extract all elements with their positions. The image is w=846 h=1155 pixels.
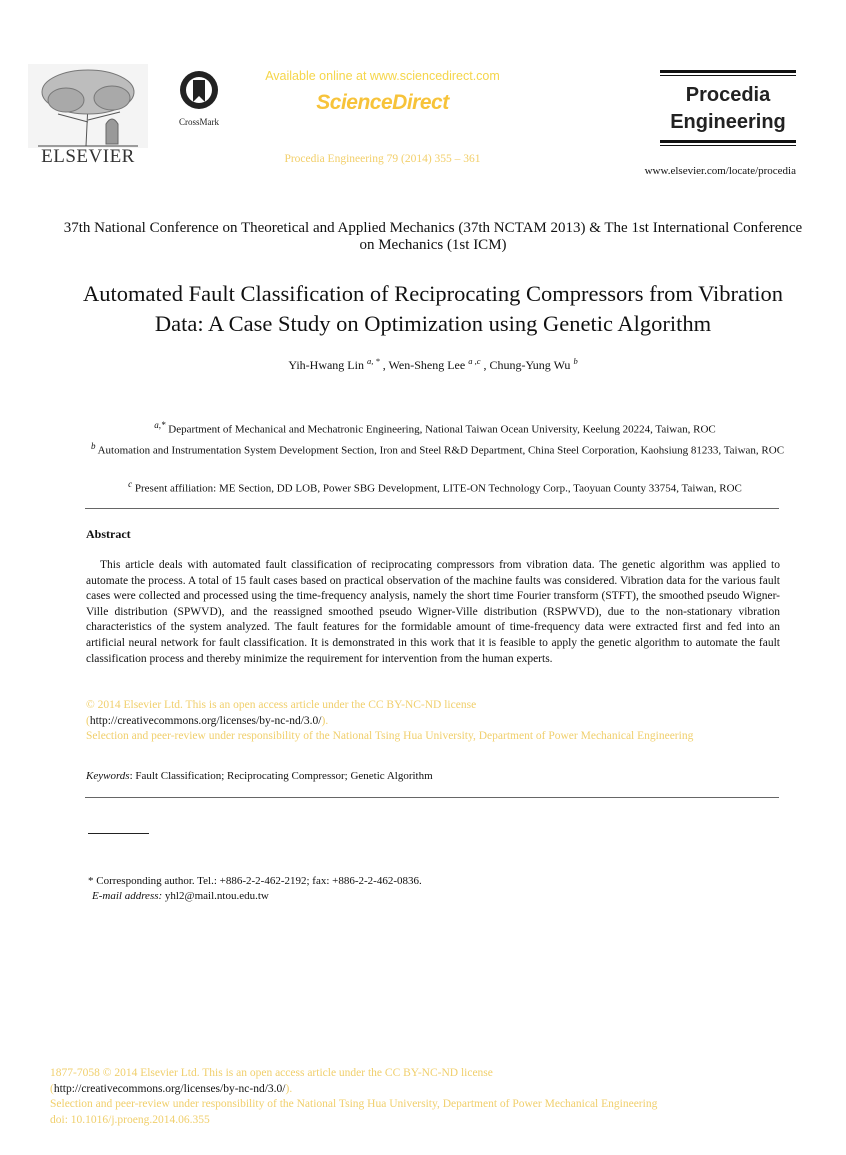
footnote <box>88 874 782 904</box>
journal-name: Procedia Engineering <box>670 84 786 133</box>
divider <box>660 145 796 146</box>
author-affiliation-mark: a ,c <box>468 356 481 366</box>
doi-link[interactable]: doi: 10.1016/j.proeng.2014.06.355 <box>50 1113 210 1126</box>
divider <box>660 140 796 143</box>
abstract-body: This article deals with automated fault classification of reciprocating compressors from vibration data. The genetic algorithm was applied to automate the process. A total of 15 fault cases based on practical observation of the machine faults was considered. Vibration data for the various fault cases were collected and processed using the time-frequency analysis, namely the short time Fourier transform (STFT), the smoothed pseudo Wigner-Ville distribution (SPWVD), and the reassigned smoothed pseudo Wigner-Ville distribution (RSPWVD), due to the non-stationary vibration characteristics of the system analyzed. The fault features for the formidable amount of time-frequency data were extracted first and fed into an artificial neural network for fault classification. It is demonstrated in this work that it is feasible to apply the genetic algorithm to automate the fault classification process and thereby minimize the requirement for intervention from the human experts. <box>86 559 780 665</box>
keywords-text: : Fault Classification; Reciprocating Compressor; Genetic Algorithm <box>129 770 433 782</box>
bottom-peer-review: Selection and peer-review under responsibility of the National Tsing Hua University, Department of Power Mechanical Engineering <box>50 1098 658 1111</box>
divider <box>660 70 796 73</box>
bottom-license-block: 1877-7058 © 2014 Elsevier Ltd. This is an open access article under the CC BY-NC-ND license (http://creativecommons.org/licenses/by-nc-nd/3.0/). Selection and peer-review under responsibility of the National Tsing Hua University, Department of Power Mechanical Engineering doi: 10.1016/j.proeng.2014.06.355 <box>50 1066 810 1128</box>
publisher-wordmark: ELSEVIER <box>41 146 135 167</box>
author-affiliation-mark: a, * <box>366 356 380 366</box>
issn-license: 1877-7058 © 2014 Elsevier Ltd. This is an open access article under the CC BY-NC-ND license <box>50 1067 493 1079</box>
paper-title: Automated Fault Classification of Reciprocating Compressors from Vibration Data: A Case Study on Optimization using Genetic Algorithm <box>83 281 783 336</box>
sciencedirect-brand[interactable]: ScienceDirect <box>316 91 449 114</box>
journal-url-link[interactable]: www.elsevier.com/locate/procedia <box>644 165 796 177</box>
email-link[interactable]: yhl2@mail.ntou.edu.tw <box>164 890 269 902</box>
crossmark-icon <box>179 70 219 110</box>
author-name: Wen-Sheng Lee <box>388 358 466 372</box>
author-affiliation-mark: b <box>573 356 578 366</box>
author-list: Yih-Hwang Lin $^{a, *}$ , Wen-Sheng Lee $^{a ,c}$ , Chung-Yung Wu $^b$ <box>288 356 578 372</box>
affiliation-c: $^c$ Present affiliation: ME Section, DD LOB, Power SBG Development, LITE-ON Technology Corp., Taoyuan County 33754, Taiwan, ROC <box>128 479 742 495</box>
conference-name: 37th National Conference on Theoretical and Applied Mechanics (37th NCTAM 2013) & The 1st International Conference on Mechanics (1st ICM) <box>63 220 803 253</box>
divider <box>660 75 796 76</box>
section-divider <box>85 797 779 798</box>
author-name: Yih-Hwang Lin <box>288 358 364 372</box>
crossmark-label: CrossMark <box>179 117 219 127</box>
journal-name-block <box>660 70 796 146</box>
peer-review-statement: Selection and peer-review under responsibility of the National Tsing Hua University, Department of Power Mechanical Engineering <box>86 730 694 743</box>
abstract-heading: Abstract <box>86 527 131 541</box>
keywords <box>86 770 780 782</box>
license-block: © 2014 Elsevier Ltd. This is an open access article under the CC BY-NC-ND license (http://creativecommons.org/licenses/by-nc-nd/3.0/). Selection and peer-review under responsibility of the National Tsing Hua University, Department of Power Mechanical Engineering <box>86 698 780 745</box>
footnote-divider <box>88 833 149 834</box>
journal-reference: Procedia Engineering 79 (2014) 355 – 361 <box>284 153 481 165</box>
crossmark-badge[interactable] <box>172 70 226 127</box>
available-online-link[interactable]: Available online at www.sciencedirect.com <box>265 69 500 83</box>
email-label: E-mail address: <box>92 890 163 902</box>
corresponding-author: * Corresponding author. Tel.: +886-2-2-462-2192; fax: +886-2-2-462-0836. <box>88 875 422 887</box>
section-divider <box>85 508 779 509</box>
license-statement: © 2014 Elsevier Ltd. This is an open access article under the CC BY-NC-ND license <box>86 699 477 711</box>
author-name: Chung-Yung Wu <box>489 358 571 372</box>
affiliation-a: $^{a,*}$ Department of Mechanical and Mechatronic Engineering, National Taiwan Ocean University, Keelung 20224, Taiwan, ROC <box>154 420 716 436</box>
affiliation-b: $^b$ Automation and Instrumentation System Development Section, Iron and Steel R&D Department, China Steel Corporation, Kaohsiung 81233, Taiwan, ROC <box>90 441 785 457</box>
keywords-label: Keywords <box>86 770 130 782</box>
bottom-license-url-link[interactable]: http://creativecommons.org/licenses/by-nc-nd/3.0/ <box>53 1082 286 1095</box>
license-url-link[interactable]: http://creativecommons.org/licenses/by-nc-nd/3.0/ <box>89 714 322 727</box>
